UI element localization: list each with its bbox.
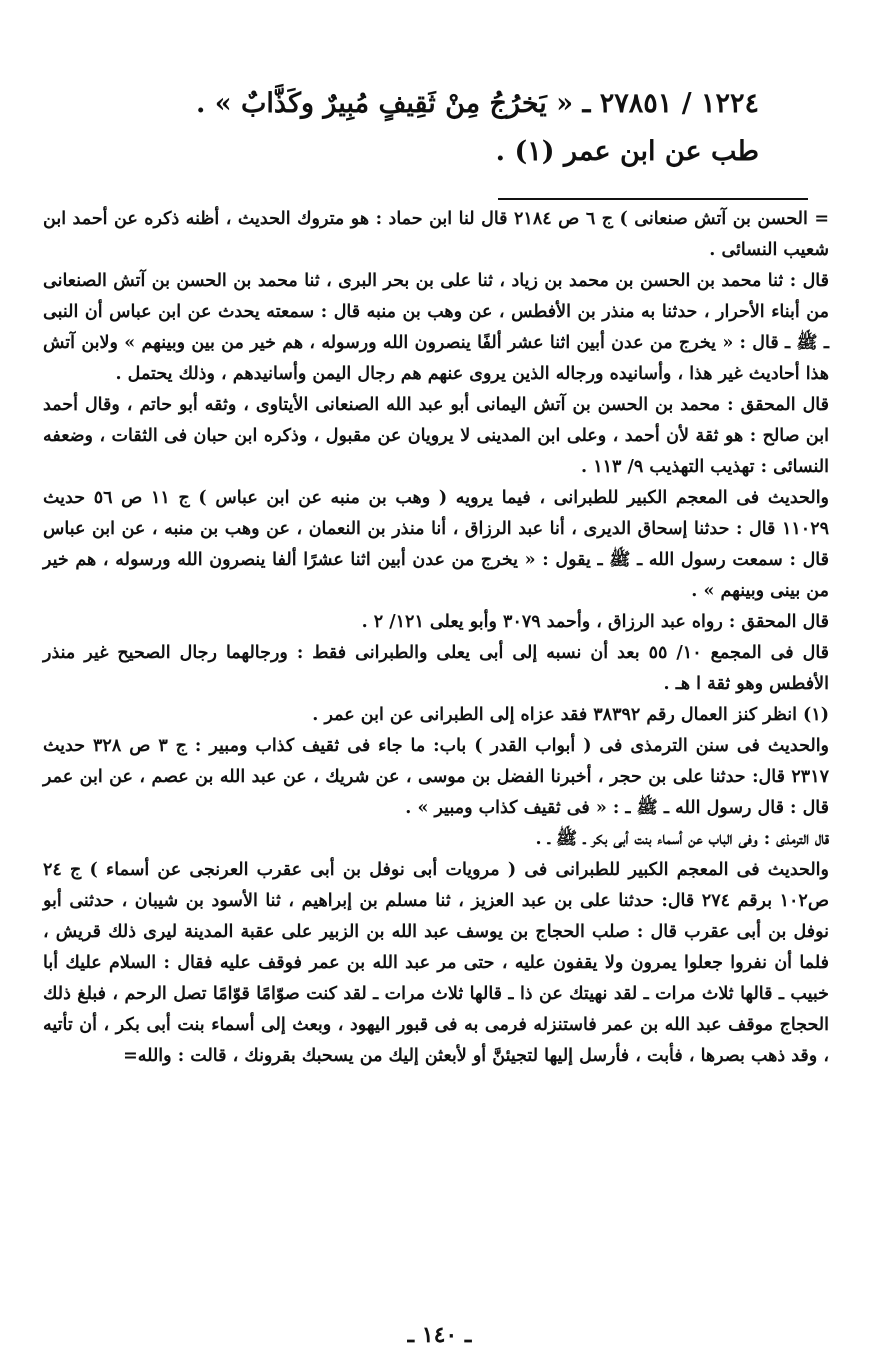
footnotes <box>43 204 829 1072</box>
footnote-paragraph: قال الترمذى : وفى الباب عن أسماء بنت أبى بكر ـ ﷺ ـ . <box>535 829 829 849</box>
footnote-paragraph: قال : ثنا محمد بن الحسن بن محمد بن زياد ، ثنا على بن بحر البرى ، ثنا محمد بن الحسن بن آتش الصنعانى من أبناء الأحرار ، حدثنا به منذر بن الأفطس ، عن وهب بن منبه قال : سمعته يحدث عن ابن عباس أن النبى ـ ﷺ ـ قال : « يخرج من عدن أبين اثنا عشر ألفًا ينصرون الله ورسوله ، هم خير من بين وبينهم » ولابن آتش هذا أحاديث غير هذا ، وأسانيده ورجاله الذين يروى عنهم هم رجال اليمن وأسانيدهم ، وذلك يحتمل . <box>43 271 829 384</box>
footnote-paragraph: والحديث فى المعجم الكبير للطبرانى ، فيما يرويه ( وهب بن منبه عن ابن عباس ) ج ١١ ص ٥٦ حديث ١١٠٢٩ قال : حدثنا إسحاق الديرى ، أنا عبد الرزاق ، أنا منذر بن النعمان ، عن وهب بن منبه ، عن ابن عباس قال : سمعت رسول الله ـ ﷺ ـ يقول : « يخرج من عدن أبين اثنا عشرًا ألفا ينصرون الله ورسوله ، هم خير من بينى وبينهم » . <box>43 488 830 601</box>
footnote-paragraph: قال فى المجمع ١٠/ ٥٥ بعد أن نسبه إلى أبى يعلى والطبرانى فقط : ورجالهما رجال الصحيح غير منذر الأفطس وهو ثقة ا هـ . <box>43 643 830 694</box>
footnote-divider <box>498 198 808 200</box>
footnote-paragraph: (١) انظر كنز العمال رقم ٣٨٣٩٢ فقد عزاه إلى الطبرانى عن ابن عمر . <box>312 705 829 725</box>
page-number: ـ ١٤٠ ـ <box>407 1322 472 1348</box>
footnote-paragraph: = الحسن بن آتش صنعانى ) ج ٦ ص ٢١٨٤ قال لنا ابن حماد : هو متروك الحديث ، أظنه ذكره عن أحمد ابن شعيب النسائى . <box>43 209 830 260</box>
hadith-source: طب عن ابن عمر (١) . <box>495 136 759 167</box>
footnote-paragraph: قال المحقق : محمد بن الحسن بن آتش اليمانى أبو عبد الله الصنعانى الأيتاوى ، وثقه أبو حاتم ، وقال أحمد ابن صالح : هو ثقة لأن أحمد ، وعلى ابن المدينى لا يرويان عن مقبول ، وذكره ابن حبان فى الثقات ، وضعفه النسائى : تهذيب التهذيب ٩/ ١١٣ . <box>43 395 829 477</box>
hadith-text: ١٢٢٤ / ٢٧٨٥١ ـ « يَخرُجُ مِنْ ثَقِيفٍ مُبِيرٌ وكَذَّابٌ » . <box>195 88 759 119</box>
hadith-block <box>119 80 759 176</box>
footnote-paragraph: قال المحقق : رواه عبد الرزاق ، وأحمد ٣٠٧٩ وأبو يعلى ١٢١/ ٢ . <box>361 612 829 632</box>
footnote-paragraph: والحديث فى المعجم الكبير للطبرانى فى ( مرويات أبى نوفل بن أبى عقرب العرنجى عن أسماء ) ج ٢٤ ص١٠٢ برقم ٢٧٤ قال: حدثنا على بن عبد العزيز ، ثنا مسلم بن إبراهيم ، ثنا الأسود بن شيبان ، حدثنى أبو نوفل بن أبى عقرب قال : صلب الحجاج بن يوسف عبد الله بن الزبير على عقبة المدينة ليرى ذلك قريش ، فلما أن نفروا جعلوا يمرون ولا يقفون عليه ، حتى مر عبد الله بن عمر فوقف عليه فقال : السلام عليك أبا خبيب ـ قالها ثلاث مرات ـ لقد نهيتك عن ذا ـ قالها ثلاث مرات ـ لقد كنت صوّامًا قوّامًا تصل الرحم ، فبلغ ذلك الحجاج موقف عبد الله بن عمر فاستنزله فرمى به فى قبور اليهود ، وبعث إلى أسماء بنت أبى بكر ، أن تأتيه ، وقد ذهب بصرها ، فأبت ، فأرسل إليها لتجيئنَّ أو لأبعثن إليك من يسحبك بقرونك ، قالت : والله= <box>43 860 829 1066</box>
footnote-paragraph: والحديث فى سنن الترمذى فى ( أبواب القدر ) باب: ما جاء فى ثقيف كذاب ومبير : ج ٣ ص ٣٢٨ حديث ٢٣١٧ قال: حدثنا على بن حجر ، أخبرنا الفضل بن موسى ، عن شريك ، عن عبد الله بن عصم ، عن ابن عمر قال : قال رسول الله ـ ﷺ ـ : « فى ثقيف كذاب ومبير » . <box>43 736 830 818</box>
